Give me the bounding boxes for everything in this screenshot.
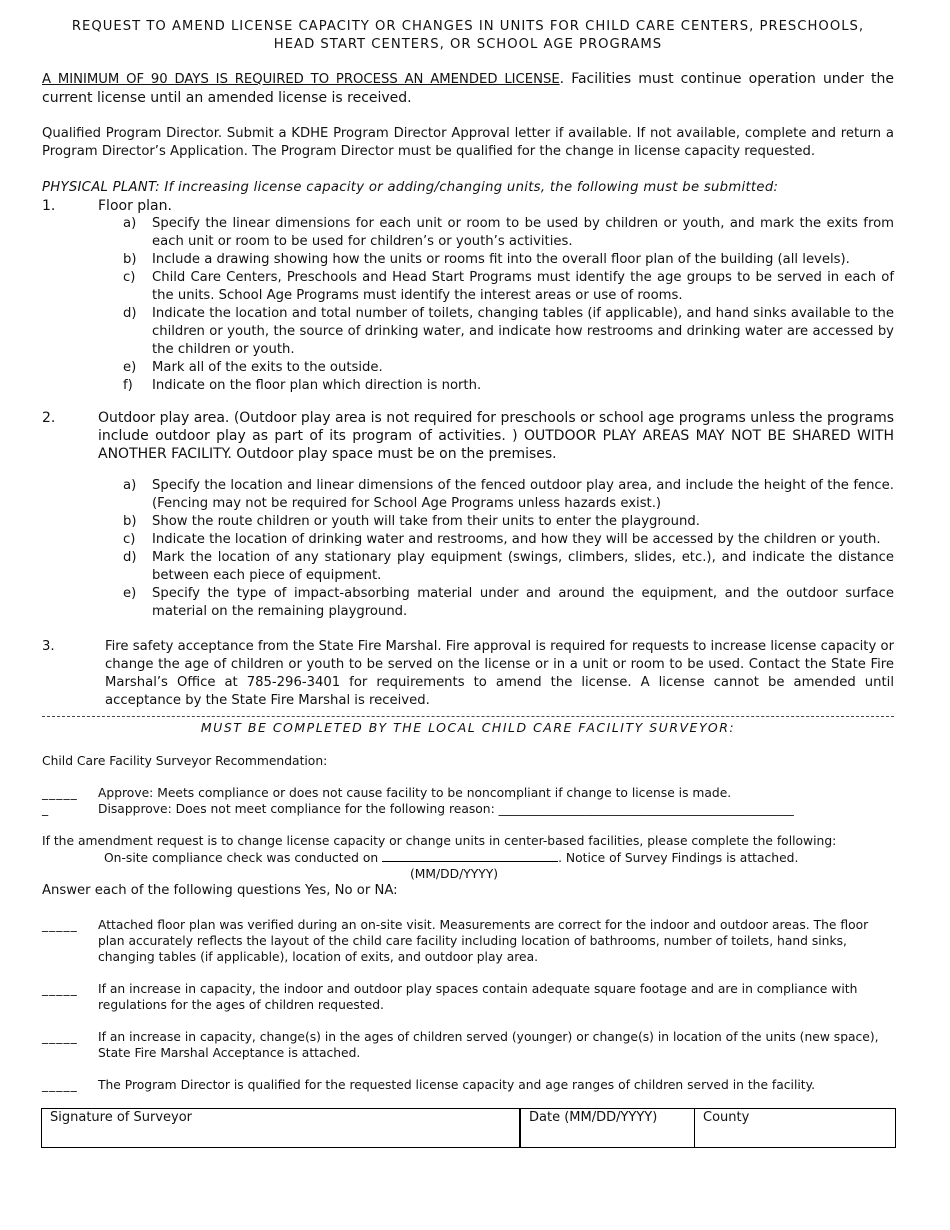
question-item [42, 917, 894, 965]
list-item: c) Child Care Centers, Preschools and Head Start Programs must identify the age groups to be served in each of the units. School Age Programs must identify the interest areas or use of rooms. [123, 270, 894, 303]
disapprove-blank[interactable]: _ [42, 802, 50, 816]
date-cell[interactable] [521, 1109, 695, 1147]
list-item: e) Specify the type of impact-absorbing material under and around the equipment, and the outdoor surface material on the remaining playground. [123, 586, 894, 619]
continue-operation-text: . Facilities must continue operation under the current license until an amended license is received. [42, 71, 895, 106]
answer-blank[interactable]: _____ [42, 982, 78, 996]
question-item [42, 1029, 894, 1061]
list-item: b) Include a drawing showing how the units or rooms fit into the overall floor plan of the building (all levels). [123, 252, 850, 267]
list-item: e) Mark all of the exits to the outside. [123, 360, 383, 375]
county-label: County [703, 1110, 750, 1125]
question-text: Attached floor plan was verified during an on-site visit. Measurements are correct for the indoor and outdoor areas. The floor plan accurately reflects the layout of the child care facility including location of bathrooms, number of toilets, hand sinks, changing tables (if applicable), location of exits, and outdoor play area. [98, 918, 869, 964]
question-item [42, 1077, 894, 1093]
answer-blank[interactable]: _____ [42, 1078, 78, 1092]
disapprove-text: Disapprove: Does not meet compliance for the following reason: ________________________________________________ [98, 802, 794, 816]
date-label: Date (MM/DD/YYYY) [529, 1110, 658, 1125]
outdoor-play-subitems [123, 477, 894, 621]
onsite-suffix: . Notice of Survey Findings is attached. [558, 851, 799, 865]
approve-blank[interactable]: _____ [42, 786, 78, 800]
signature-table [41, 1108, 896, 1148]
list-item: b) Show the route children or youth will take from their units to enter the playground. [123, 514, 700, 529]
physical-plant-heading: PHYSICAL PLANT: If increasing license capacity or adding/changing units, the following must be submitted: [42, 180, 779, 195]
floor-plan-item [42, 197, 894, 215]
signature-label: Signature of Surveyor [50, 1110, 193, 1125]
item-number: 1. [42, 198, 56, 214]
answer-blank[interactable]: _____ [42, 918, 78, 932]
onsite-check-line [42, 849, 894, 866]
processing-notice [42, 70, 894, 107]
question-text: The Program Director is qualified for the requested license capacity and age ranges of children served in the facility. [98, 1078, 816, 1092]
fire-safety-item [42, 638, 894, 710]
list-item: f) Indicate on the floor plan which direction is north. [123, 378, 482, 393]
title-line-1: REQUEST TO AMEND LICENSE CAPACITY OR CHANGES IN UNITS FOR CHILD CARE CENTERS, PRESCHOOLS, [71, 19, 865, 34]
outdoor-play-text: Outdoor play area. (Outdoor play area is not required for preschools or school age programs unless the programs include outdoor play as part of its program of activities. ) OUTDOOR PLAY AREAS MAY NOT BE SHARED WITH ANOTHER FACILITY. Outdoor play space must be on the premises. [98, 410, 894, 462]
disapprove-option [42, 801, 894, 817]
onsite-prefix: On-site compliance check was conducted on [104, 851, 379, 865]
date-format-hint: (MM/DD/YYYY) [410, 867, 499, 881]
onsite-date-field[interactable] [382, 849, 558, 862]
list-item: d) Indicate the location and total number of toilets, changing tables (if applicable), and hand sinks available to the children or youth, the source of drinking water, and indicate how restrooms and drinking water are accessed by the children or youth. [123, 306, 894, 357]
document-title [42, 18, 894, 54]
county-cell[interactable] [695, 1109, 895, 1147]
item-number: 2. [42, 410, 56, 426]
item-number: 3. [42, 639, 55, 654]
question-item [42, 981, 894, 1013]
list-item: c) Indicate the location of drinking water and restrooms, and how they will be accessed by the children or youth. [123, 532, 881, 547]
recommendation-label: Child Care Facility Surveyor Recommendation: [42, 754, 328, 768]
answer-heading: Answer each of the following questions Yes, No or NA: [42, 883, 398, 898]
section-divider [42, 716, 894, 717]
list-item: a) Specify the location and linear dimensions of the fenced outdoor play area, and include the height of the fence. (Fencing may not be required for School Age Programs unless hazards exist.) [123, 478, 894, 511]
outdoor-play-item [42, 409, 894, 463]
list-item: d) Mark the location of any stationary play equipment (swings, climbers, slides, etc.), and indicate the distance between each piece of equipment. [123, 550, 894, 583]
list-item: a) Specify the linear dimensions for each unit or room to be used by children or youth, and mark the exits from each unit or room to be used for children’s or youth’s activities. [123, 216, 894, 249]
approve-text: Approve: Meets compliance or does not cause facility to be noncompliant if change to license is made. [98, 786, 732, 800]
approve-option [42, 785, 894, 801]
question-text: If an increase in capacity, change(s) in the ages of children served (younger) or change(s) in location of the units (new space), State Fire Marshal Acceptance is attached. [98, 1030, 879, 1060]
signature-cell[interactable] [42, 1109, 521, 1147]
floor-plan-label: Floor plan. [98, 198, 172, 214]
question-text: If an increase in capacity, the indoor and outdoor play spaces contain adequate square footage and are in compliance with regulations for the ages of children requested. [98, 982, 858, 1012]
fire-safety-text: Fire safety acceptance from the State Fire Marshal. Fire approval is required for requests to increase license capacity or change the age of children or youth to be served on the license or in a unit or room to be used. Contact the State Fire Marshal’s Office at 785-296-3401 for requirements to amend the license. A license cannot be amended until acceptance by the State Fire Marshal is received. [105, 639, 894, 708]
amend-instructions: If the amendment request is to change license capacity or change units in center-based facilities, please complete the following: [42, 834, 837, 848]
surveyor-heading: MUST BE COMPLETED BY THE LOCAL CHILD CARE FACILITY SURVEYOR: [200, 720, 736, 735]
floor-plan-subitems [123, 215, 894, 395]
title-line-2: HEAD START CENTERS, OR SCHOOL AGE PROGRAMS [273, 37, 663, 52]
document-page [42, 18, 894, 1093]
answer-blank[interactable]: _____ [42, 1030, 78, 1044]
program-director-paragraph: Qualified Program Director. Submit a KDHE Program Director Approval letter if available. If not available, complete and return a Program Director’s Application. The Program Director must be qualified for the change in license capacity requested. [42, 126, 894, 159]
minimum-days-notice: A MINIMUM OF 90 DAYS IS REQUIRED TO PROCESS AN AMENDED LICENSE [42, 72, 560, 87]
